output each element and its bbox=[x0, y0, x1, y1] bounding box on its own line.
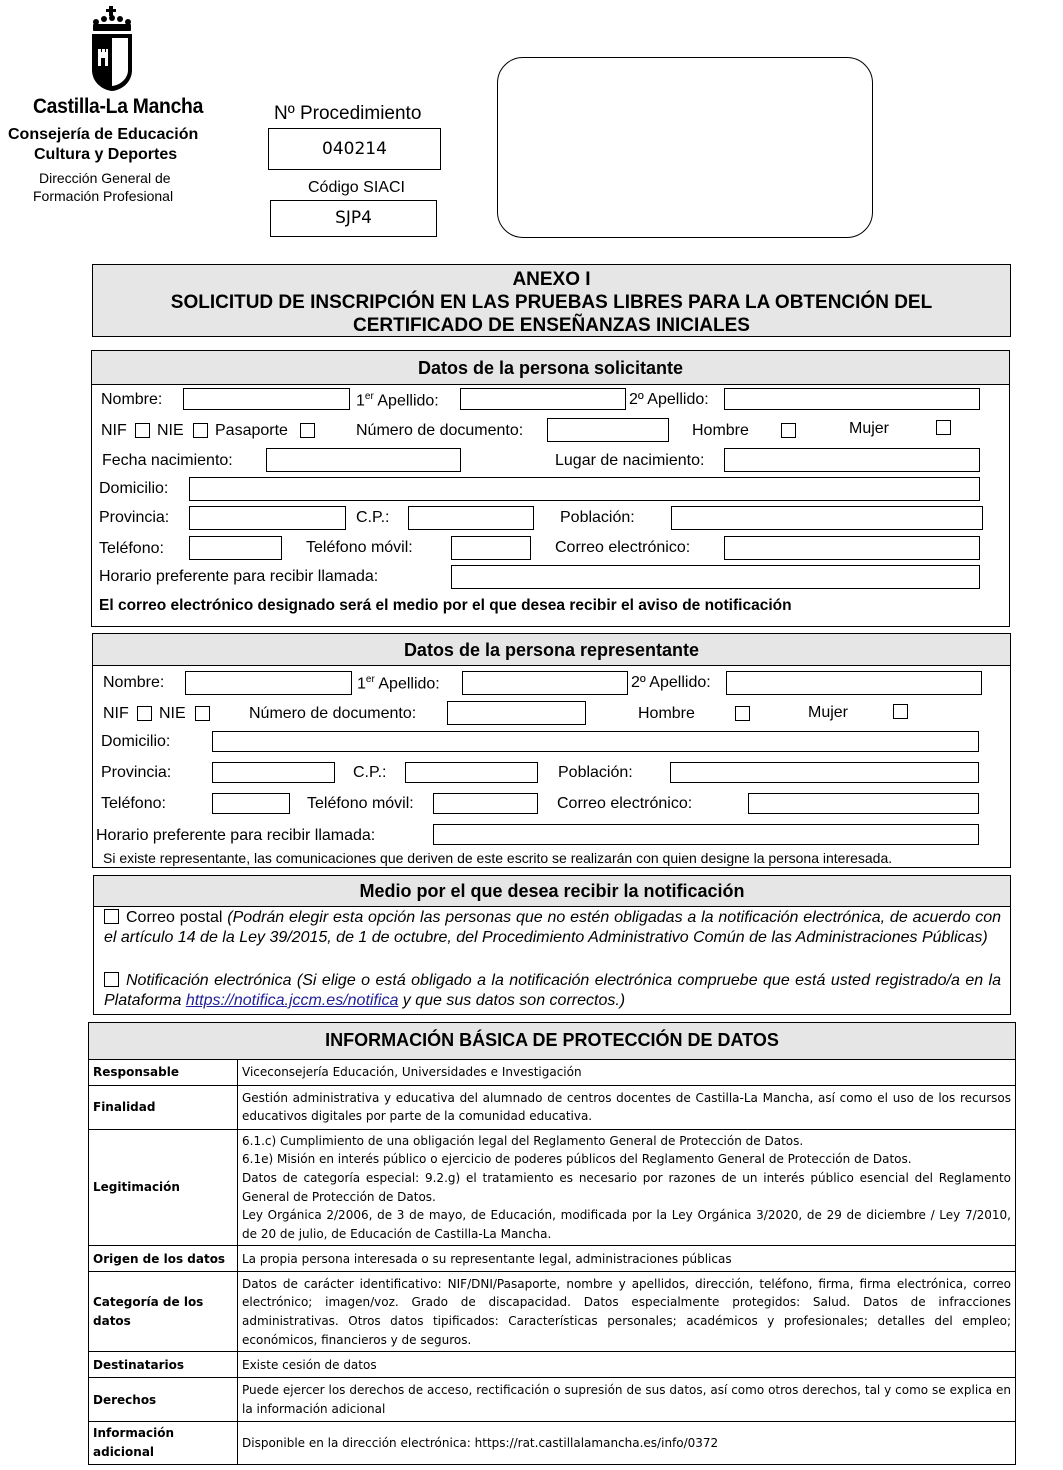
sol-domicilio-input[interactable] bbox=[189, 477, 980, 501]
sol-telefono-label: Teléfono: bbox=[99, 540, 164, 557]
table-row bbox=[89, 1129, 1016, 1246]
procedimiento-label: Nº Procedimiento bbox=[274, 103, 422, 124]
notificacion-heading: Medio por el que desea recibir la notificación bbox=[94, 876, 1010, 907]
rep-provincia-input[interactable] bbox=[212, 762, 335, 783]
rep-apellido1-input[interactable] bbox=[462, 671, 628, 695]
row-key-finalidad: Finalidad bbox=[89, 1085, 238, 1129]
sol-fechanac-label: Fecha nacimiento: bbox=[102, 452, 233, 469]
sol-movil-input[interactable] bbox=[451, 536, 531, 560]
legitimacion-line2: 6.1e) Misión en interés público o ejercicio de poderes públicos del Reglamento General de Protección de Datos. bbox=[242, 1152, 912, 1167]
title-annex: ANEXO I bbox=[512, 269, 591, 290]
rep-nif-label: NIF bbox=[103, 705, 129, 722]
sol-nif-checkbox[interactable] bbox=[135, 423, 150, 438]
row-key-destinatarios: Destinatarios bbox=[89, 1352, 238, 1378]
rep-domicilio-input[interactable] bbox=[212, 731, 979, 752]
solicitante-heading: Datos de la persona solicitante bbox=[92, 351, 1009, 385]
rep-nombre-input[interactable] bbox=[185, 671, 352, 695]
sol-poblacion-input[interactable] bbox=[671, 506, 983, 530]
org-name: Castilla-La Mancha bbox=[33, 95, 204, 118]
sol-nie-label: NIE bbox=[157, 422, 184, 439]
sol-lugarnac-label: Lugar de nacimiento: bbox=[555, 452, 705, 469]
rep-horario-input[interactable] bbox=[433, 824, 979, 845]
notif-postal-option bbox=[104, 908, 1001, 948]
legitimacion-line1: 6.1.c) Cumplimiento de una obligación legal del Reglamento General de Protección de Datos. bbox=[242, 1133, 804, 1148]
table-row bbox=[89, 1023, 1016, 1060]
rep-correo-label: Correo electrónico: bbox=[557, 795, 693, 812]
sol-numdoc-input[interactable] bbox=[547, 418, 669, 442]
consejeria-line1: Consejería de Educación bbox=[8, 126, 199, 143]
rep-domicilio-label: Domicilio: bbox=[101, 733, 171, 750]
representante-heading: Datos de la persona representante bbox=[93, 634, 1010, 666]
sol-horario-input[interactable] bbox=[451, 565, 980, 589]
sol-cp-input[interactable] bbox=[408, 506, 534, 530]
procedimiento-box: 040214 bbox=[268, 128, 441, 170]
sol-aviso-text: El correo electrónico designado será el medio por el que desea recibir el aviso de notificación bbox=[99, 597, 792, 614]
rep-apellido1-label: 1er Apellido: bbox=[357, 674, 440, 693]
table-row bbox=[89, 1272, 1016, 1352]
sol-cp-label: C.P.: bbox=[356, 509, 390, 526]
sol-fechanac-input[interactable] bbox=[266, 448, 461, 472]
row-value-responsable: Viceconsejería Educación, Universidades e Investigación bbox=[238, 1059, 1016, 1085]
row-key-derechos: Derechos bbox=[89, 1378, 238, 1422]
sol-pasaporte-label: Pasaporte bbox=[215, 422, 288, 439]
rep-cp-input[interactable] bbox=[405, 762, 538, 783]
row-value-adicional: Disponible en la dirección electrónica: https://rat.castillalamancha.es/info/0372 bbox=[238, 1422, 1016, 1464]
notif-postal-text: (Podrán elegir esta opción las personas que no estén obligadas a la notificación electrónica, de acuerdo con el artículo 14 de la Ley 39/2015, de 1 de octubre, del Procedimiento Administrativo Común de las Administraciones Públicas) bbox=[104, 909, 1001, 946]
form-title bbox=[92, 264, 1011, 337]
sol-correo-input[interactable] bbox=[724, 536, 980, 560]
proteccion-datos-table bbox=[88, 1022, 1016, 1465]
notif-electronica-checkbox[interactable] bbox=[104, 972, 119, 987]
sol-nie-checkbox[interactable] bbox=[193, 423, 208, 438]
rep-mujer-label: Mujer bbox=[808, 704, 849, 721]
sol-nif-label: NIF bbox=[101, 422, 127, 439]
rep-nombre-label: Nombre: bbox=[103, 674, 165, 691]
siaci-label: Código SIACI bbox=[308, 179, 405, 196]
rep-correo-input[interactable] bbox=[748, 793, 979, 814]
sol-telefono-input[interactable] bbox=[189, 536, 282, 560]
row-key-origen: Origen de los datos bbox=[89, 1246, 238, 1272]
siaci-box: SJP4 bbox=[270, 200, 437, 237]
table-row bbox=[89, 1352, 1016, 1378]
rep-apellido2-input[interactable] bbox=[726, 671, 982, 695]
rep-movil-input[interactable] bbox=[433, 793, 538, 814]
row-key-adicional: Información adicional bbox=[89, 1422, 238, 1464]
sol-horario-label: Horario preferente para recibir llamada: bbox=[99, 568, 379, 585]
row-value-finalidad: Gestión administrativa y educativa del alumnado de centros docentes de Castilla-La Mancha, así como el uso de los recursos educativos digitales por parte de la comunidad educativa. bbox=[238, 1085, 1016, 1129]
notif-postal-checkbox[interactable] bbox=[104, 909, 119, 924]
table-row bbox=[89, 1246, 1016, 1272]
table-row bbox=[89, 1422, 1016, 1464]
rep-movil-label: Teléfono móvil: bbox=[307, 795, 414, 812]
row-value-derechos: Puede ejercer los derechos de acceso, rectificación o supresión de sus datos, así como otros derechos, tal y como se explica en la información adicional bbox=[238, 1378, 1016, 1422]
row-value-origen: La propia persona interesada o su representante legal, administraciones públicas bbox=[238, 1246, 1016, 1272]
rep-nif-checkbox[interactable] bbox=[137, 706, 152, 721]
title-line2: SOLICITUD DE INSCRIPCIÓN EN LAS PRUEBAS LIBRES PARA LA OBTENCIÓN DEL bbox=[170, 292, 933, 313]
sol-apellido1-label: 1er Apellido: bbox=[356, 391, 439, 410]
row-value-destinatarios: Existe cesión de datos bbox=[238, 1352, 1016, 1378]
rep-nie-label: NIE bbox=[159, 705, 186, 722]
row-value-categoria: Datos de carácter identificativo: NIF/DNI/Pasaporte, nombre y apellidos, dirección, teléfono, firma, firma electrónica, correo electrónico; imagen/voz. Grado de discapacidad. Datos especialmente protegidos: Salud. Datos de infracciones administrativas. Otros datos tipificados: Características personales; académicos y profesionales; detalles del empleo; económicos, financieros y de seguros. bbox=[238, 1272, 1016, 1352]
rep-provincia-label: Provincia: bbox=[101, 764, 172, 781]
table-row bbox=[89, 1059, 1016, 1085]
sol-numdoc-label: Número de documento: bbox=[356, 422, 524, 439]
rep-apellido2-label: 2º Apellido: bbox=[631, 674, 711, 691]
table-row bbox=[89, 1378, 1016, 1422]
sol-correo-label: Correo electrónico: bbox=[555, 539, 691, 556]
sol-movil-label: Teléfono móvil: bbox=[306, 539, 413, 556]
rep-telefono-label: Teléfono: bbox=[101, 795, 166, 812]
table-row bbox=[89, 1085, 1016, 1129]
rep-poblacion-label: Población: bbox=[558, 764, 633, 781]
rep-nie-checkbox[interactable] bbox=[195, 706, 210, 721]
notif-electronica-text2: y que sus datos son correctos.) bbox=[398, 992, 626, 1009]
row-key-responsable: Responsable bbox=[89, 1059, 238, 1085]
sol-lugarnac-input[interactable] bbox=[724, 448, 980, 472]
sol-apellido1-input[interactable] bbox=[460, 388, 626, 410]
proteccion-heading: INFORMACIÓN BÁSICA DE PROTECCIÓN DE DATOS bbox=[89, 1023, 1016, 1060]
rep-hombre-label: Hombre bbox=[638, 705, 695, 722]
sol-hombre-label: Hombre bbox=[692, 422, 749, 439]
sol-nombre-label: Nombre: bbox=[101, 391, 163, 408]
legitimacion-line4: Ley Orgánica 2/2006, de 3 de mayo, de Educación, modificada por la Ley Orgánica 3/2020, de 29 de diciembre / Ley 7/2010, de 20 de julio, de Educación de Castilla-La Mancha. bbox=[242, 1208, 1011, 1241]
castilla-la-mancha-logo-icon bbox=[88, 6, 136, 92]
rep-numdoc-label: Número de documento: bbox=[249, 705, 417, 722]
sol-mujer-checkbox[interactable] bbox=[936, 420, 951, 435]
notifica-link[interactable]: https://notifica.jccm.es/notifica bbox=[185, 992, 399, 1009]
sol-pasaporte-checkbox[interactable] bbox=[300, 423, 315, 438]
sol-domicilio-label: Domicilio: bbox=[99, 480, 169, 497]
title-line3: CERTIFICADO DE ENSEÑANZAS INICIALES bbox=[353, 315, 750, 336]
sol-hombre-checkbox[interactable] bbox=[781, 423, 796, 438]
rep-poblacion-input[interactable] bbox=[670, 762, 979, 783]
rep-mujer-checkbox[interactable] bbox=[893, 704, 908, 719]
direccion-line1: Dirección General de bbox=[39, 170, 171, 186]
sol-mujer-label: Mujer bbox=[849, 420, 890, 437]
rep-nota-text: Si existe representante, las comunicaciones que deriven de este escrito se realizarán con quien designe la persona interesada. bbox=[103, 850, 893, 866]
rep-numdoc-input[interactable] bbox=[447, 701, 586, 725]
row-value-legitimacion bbox=[238, 1129, 1016, 1246]
consejeria-line2: Cultura y Deportes bbox=[34, 146, 178, 163]
legitimacion-line3: Datos de categoría especial: 9.2.g) el tratamiento es necesario por razones de un interés público esencial del Reglamento General de Protección de Datos. bbox=[242, 1171, 1011, 1204]
registro-stamp-box bbox=[497, 57, 873, 238]
rep-telefono-input[interactable] bbox=[212, 793, 290, 814]
notif-electronica-option bbox=[104, 971, 1001, 1011]
notif-postal-label: Correo postal bbox=[126, 909, 223, 926]
row-key-legitimacion: Legitimación bbox=[89, 1129, 238, 1246]
notif-electronica-text1: Notificación electrónica (Si elige o está obligado a la notificación electrónica compruebe que está usted registrado/a en la Plataforma bbox=[104, 972, 1001, 1009]
sol-apellido2-label: 2º Apellido: bbox=[629, 391, 709, 408]
rep-hombre-checkbox[interactable] bbox=[735, 706, 750, 721]
row-key-categoria: Categoría de los datos bbox=[89, 1272, 238, 1352]
sol-provincia-input[interactable] bbox=[189, 506, 346, 530]
sol-provincia-label: Provincia: bbox=[99, 509, 170, 526]
sol-apellido2-input[interactable] bbox=[724, 388, 980, 410]
direccion-line2: Formación Profesional bbox=[33, 188, 174, 204]
rep-cp-label: C.P.: bbox=[353, 764, 387, 781]
sol-poblacion-label: Población: bbox=[560, 509, 635, 526]
sol-nombre-input[interactable] bbox=[183, 388, 350, 410]
rep-horario-label: Horario preferente para recibir llamada: bbox=[96, 827, 376, 844]
